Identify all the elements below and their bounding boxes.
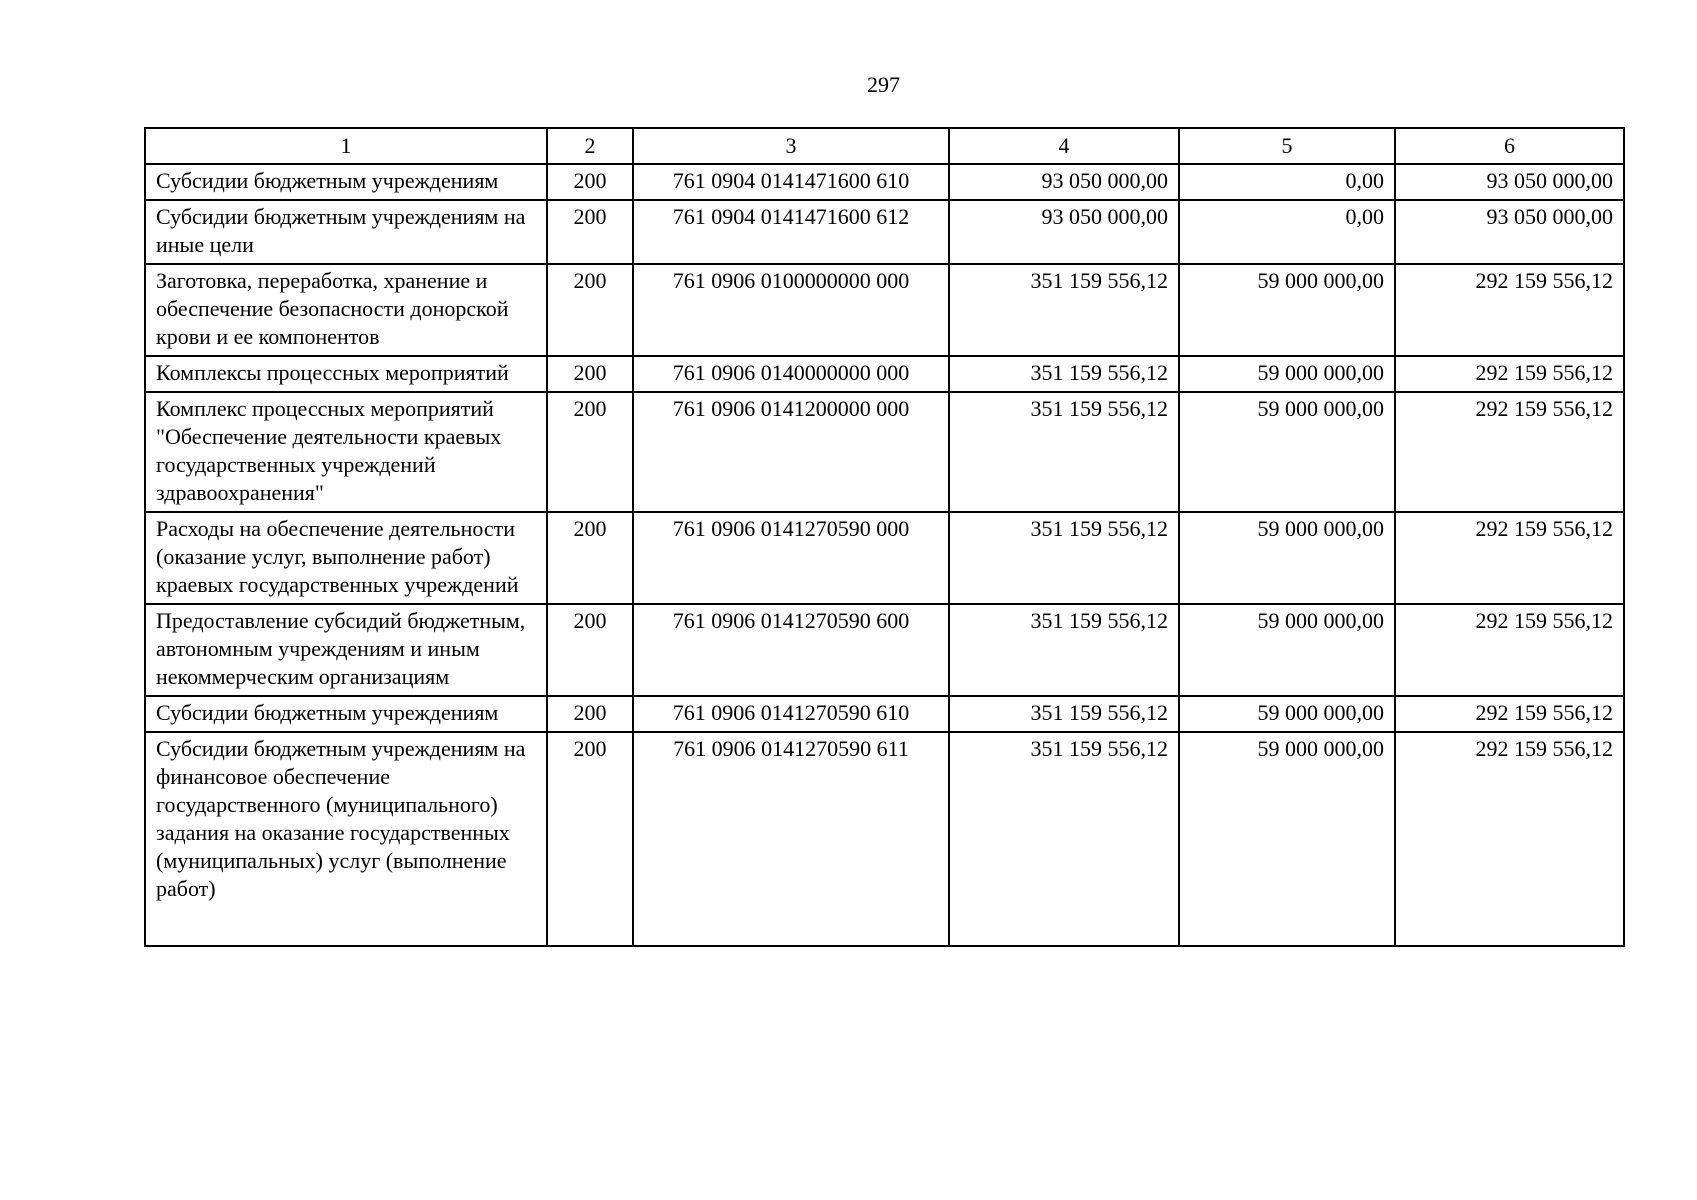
row-amount-total: 292 159 556,12 [1395, 512, 1624, 604]
row-amount-approved: 93 050 000,00 [949, 200, 1179, 264]
table-row [145, 392, 1624, 512]
row-name: Комплекс процессных мероприятий "Обеспечение деятельности краевых государственных учреждений здравоохранения" [145, 392, 547, 512]
row-amount-total: 292 159 556,12 [1395, 264, 1624, 356]
budget-table [144, 127, 1625, 947]
row-budget-code: 761 0906 0140000000 000 [633, 356, 949, 392]
row-amount-change: 0,00 [1179, 164, 1395, 200]
row-budget-code: 761 0906 0141270590 610 [633, 696, 949, 732]
row-amount-approved: 351 159 556,12 [949, 696, 1179, 732]
column-header: 3 [633, 128, 949, 164]
table-row [145, 264, 1624, 356]
table-row [145, 164, 1624, 200]
table-row [145, 200, 1624, 264]
row-admin-code: 200 [547, 164, 633, 200]
row-name: Заготовка, переработка, хранение и обеспечение безопасности донорской крови и ее компонентов [145, 264, 547, 356]
row-budget-code: 761 0906 0141270590 600 [633, 604, 949, 696]
row-amount-change: 59 000 000,00 [1179, 604, 1395, 696]
row-budget-code: 761 0904 0141471600 610 [633, 164, 949, 200]
table-header-row [145, 128, 1624, 164]
row-amount-change: 59 000 000,00 [1179, 264, 1395, 356]
row-amount-total: 292 159 556,12 [1395, 356, 1624, 392]
row-amount-change: 59 000 000,00 [1179, 512, 1395, 604]
row-name: Субсидии бюджетным учреждениям на финансовое обеспечение государственного (муниципального) задания на оказание государственных (муниципальных) услуг (выполнение работ) [145, 732, 547, 946]
row-budget-code: 761 0906 0141270590 000 [633, 512, 949, 604]
column-header: 1 [145, 128, 547, 164]
table-row [145, 604, 1624, 696]
row-amount-total: 292 159 556,12 [1395, 604, 1624, 696]
row-name: Расходы на обеспечение деятельности (оказание услуг, выполнение работ) краевых государственных учреждений [145, 512, 547, 604]
row-name: Субсидии бюджетным учреждениям [145, 696, 547, 732]
row-admin-code: 200 [547, 696, 633, 732]
column-header: 4 [949, 128, 1179, 164]
row-budget-code: 761 0906 0141270590 611 [633, 732, 949, 946]
row-admin-code: 200 [547, 392, 633, 512]
row-amount-approved: 351 159 556,12 [949, 512, 1179, 604]
row-name: Предоставление субсидий бюджетным, автономным учреждениям и иным некоммерческим организациям [145, 604, 547, 696]
row-admin-code: 200 [547, 732, 633, 946]
row-admin-code: 200 [547, 512, 633, 604]
table-row [145, 512, 1624, 604]
table-row [145, 356, 1624, 392]
row-amount-approved: 351 159 556,12 [949, 392, 1179, 512]
row-budget-code: 761 0906 0100000000 000 [633, 264, 949, 356]
row-amount-total: 292 159 556,12 [1395, 696, 1624, 732]
row-admin-code: 200 [547, 604, 633, 696]
row-amount-approved: 351 159 556,12 [949, 732, 1179, 946]
row-name: Комплексы процессных мероприятий [145, 356, 547, 392]
column-header: 5 [1179, 128, 1395, 164]
row-amount-change: 59 000 000,00 [1179, 732, 1395, 946]
page-number: 297 [867, 72, 900, 97]
row-amount-approved: 351 159 556,12 [949, 604, 1179, 696]
column-header: 2 [547, 128, 633, 164]
row-admin-code: 200 [547, 356, 633, 392]
table-row [145, 732, 1624, 946]
row-admin-code: 200 [547, 264, 633, 356]
row-amount-total: 93 050 000,00 [1395, 164, 1624, 200]
column-header: 6 [1395, 128, 1624, 164]
row-admin-code: 200 [547, 200, 633, 264]
row-amount-change: 59 000 000,00 [1179, 696, 1395, 732]
row-amount-change: 59 000 000,00 [1179, 392, 1395, 512]
row-amount-approved: 93 050 000,00 [949, 164, 1179, 200]
row-name: Субсидии бюджетным учреждениям [145, 164, 547, 200]
row-amount-approved: 351 159 556,12 [949, 264, 1179, 356]
row-name: Субсидии бюджетным учреждениям на иные цели [145, 200, 547, 264]
row-amount-total: 292 159 556,12 [1395, 392, 1624, 512]
row-amount-total: 292 159 556,12 [1395, 732, 1624, 946]
row-amount-total: 93 050 000,00 [1395, 200, 1624, 264]
row-amount-change: 0,00 [1179, 200, 1395, 264]
row-budget-code: 761 0906 0141200000 000 [633, 392, 949, 512]
row-amount-approved: 351 159 556,12 [949, 356, 1179, 392]
row-budget-code: 761 0904 0141471600 612 [633, 200, 949, 264]
row-amount-change: 59 000 000,00 [1179, 356, 1395, 392]
table-row [145, 696, 1624, 732]
